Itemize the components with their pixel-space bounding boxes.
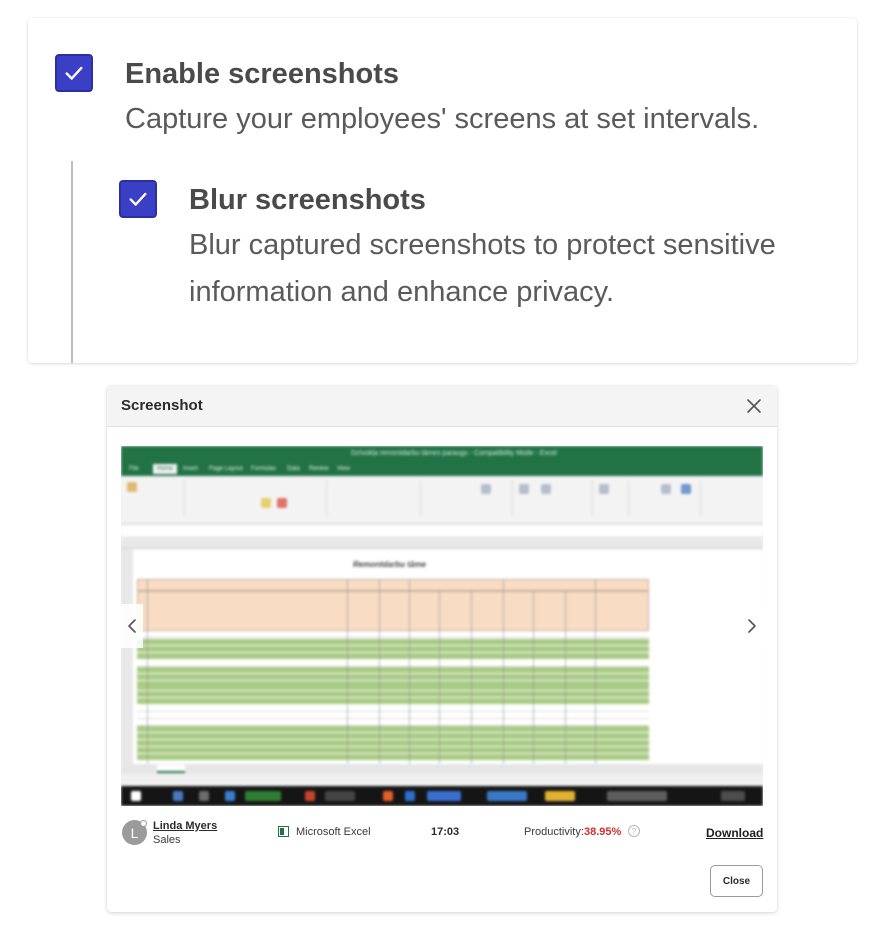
windows-taskbar	[121, 786, 763, 806]
excel-column-headers	[121, 539, 763, 549]
screenshot-modal	[107, 386, 777, 912]
excel-ribbon-tabs: File Home Insert Page Layout Formulas Data Review View	[121, 463, 763, 476]
user-department: Sales	[153, 834, 181, 846]
avatar: L	[122, 820, 147, 845]
blur-screenshots-title: Blur screenshots	[189, 184, 426, 216]
close-button[interactable]: Close	[710, 865, 763, 897]
excel-title-bar	[121, 446, 763, 463]
nested-option-divider	[71, 161, 73, 363]
excel-app-icon	[278, 826, 289, 837]
excel-sheet-tab	[157, 765, 185, 773]
blurred-screen-content	[121, 446, 763, 806]
excel-row-headers	[121, 549, 133, 764]
previous-screenshot-button[interactable]	[121, 604, 143, 648]
blur-screenshots-description: Blur captured screenshots to protect sensitive information and enhance privacy.	[189, 229, 776, 308]
app-name: Microsoft Excel	[296, 826, 371, 838]
blur-screenshots-checkbox[interactable]	[119, 180, 157, 218]
modal-title: Screenshot	[121, 397, 203, 414]
avatar-status-dot	[140, 820, 147, 827]
excel-formula-bar	[121, 526, 763, 538]
enable-screenshots-checkbox[interactable]	[55, 54, 93, 92]
excel-status-bar	[121, 774, 763, 786]
close-icon[interactable]	[743, 395, 765, 417]
user-name-link[interactable]: Linda Myers	[153, 820, 218, 832]
screenshot-time: 17:03	[431, 826, 460, 838]
checkmark-icon	[127, 188, 149, 210]
productivity-label: Productivity:	[524, 826, 584, 838]
chevron-left-icon	[126, 618, 138, 634]
screenshot-image[interactable]	[121, 446, 763, 806]
enable-screenshots-description: Capture your employees' screens at set intervals.	[125, 103, 760, 135]
download-link[interactable]: Download	[706, 826, 764, 840]
enable-screenshots-title: Enable screenshots	[125, 58, 399, 90]
screenshot-settings-card	[28, 18, 857, 363]
sheet-heading: Remontdarbu tāme	[353, 560, 426, 569]
excel-sheet-bar	[121, 764, 763, 774]
productivity-value: 38.95%	[584, 826, 622, 838]
excel-ribbon	[121, 476, 763, 524]
excel-window-title: Dzīvokļa remontdarbu tāmes paraugs - Compatibility Mode - Excel	[351, 450, 557, 457]
next-screenshot-button[interactable]	[741, 604, 763, 648]
modal-header	[107, 386, 777, 427]
checkmark-icon	[63, 62, 85, 84]
help-icon[interactable]: ?	[628, 825, 640, 837]
chevron-right-icon	[746, 618, 758, 634]
